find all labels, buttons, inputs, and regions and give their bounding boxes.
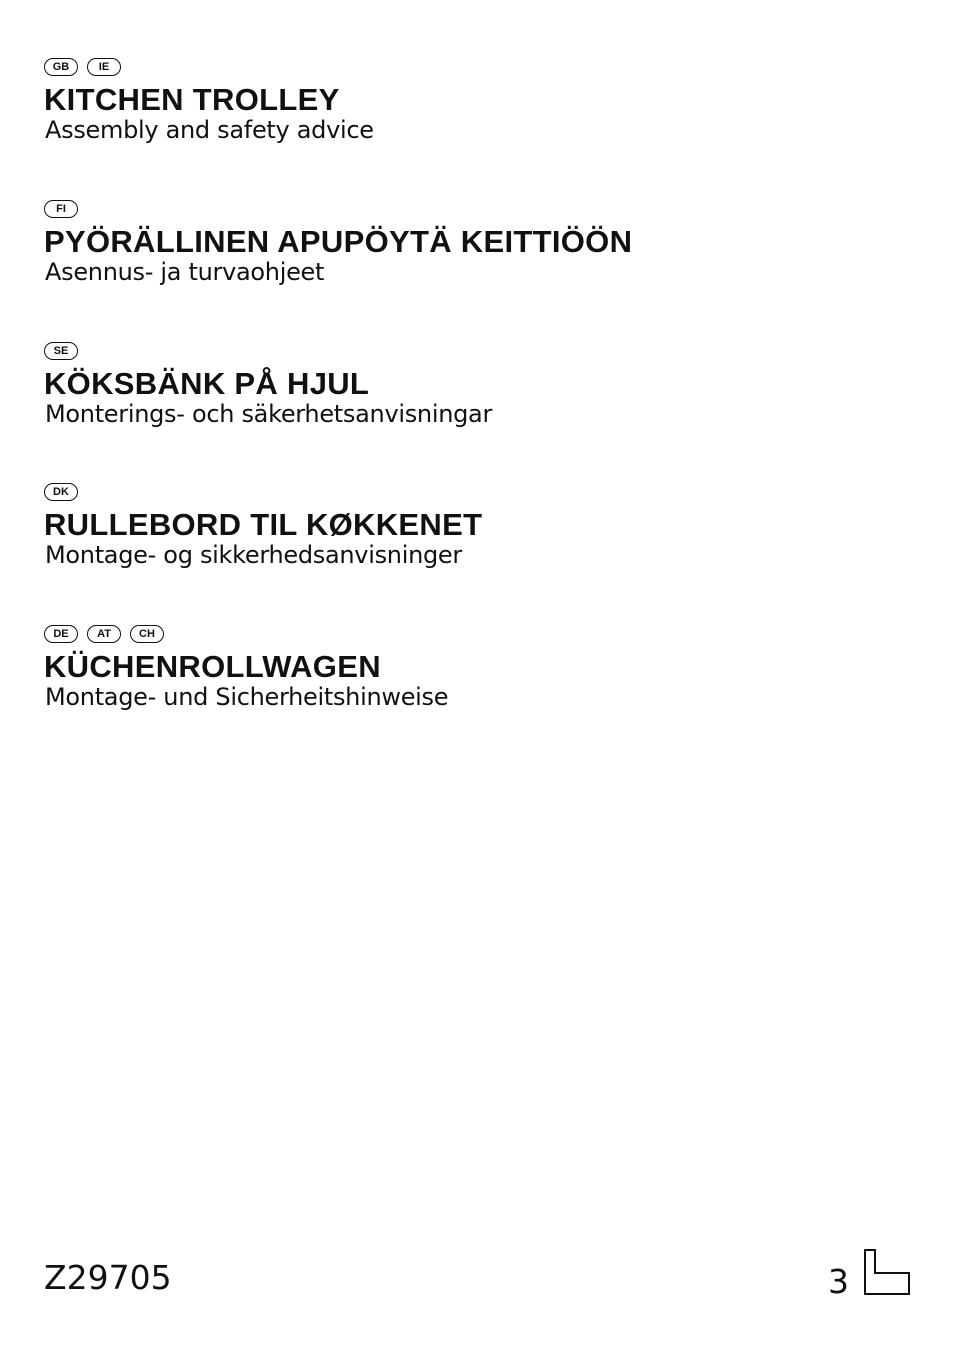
section-title: KITCHEN TROLLEY bbox=[44, 82, 340, 117]
country-badge-at: AT bbox=[87, 625, 121, 643]
page-number: 3 bbox=[828, 1262, 849, 1301]
country-badges bbox=[44, 340, 492, 362]
country-badge-ch: CH bbox=[130, 625, 164, 643]
country-badges bbox=[44, 623, 448, 645]
country-badges bbox=[44, 56, 374, 78]
language-section-gb-ie bbox=[44, 56, 374, 145]
section-subtitle: Asennus- ja turvaohjeet bbox=[45, 258, 325, 286]
page-corner-mark-icon bbox=[863, 1249, 911, 1297]
section-subtitle: Montage- og sikkerhedsanvisninger bbox=[45, 541, 462, 569]
section-title: PYÖRÄLLINEN APUPÖYTÄ KEITTIÖÖN bbox=[44, 224, 633, 259]
country-badge-gb: GB bbox=[44, 58, 78, 76]
language-section-dk bbox=[44, 481, 482, 570]
country-badge-ie: IE bbox=[87, 58, 121, 76]
country-badges bbox=[44, 481, 482, 503]
language-section-fi bbox=[44, 198, 632, 287]
section-subtitle: Assembly and safety advice bbox=[45, 116, 374, 144]
country-badge-fi: FI bbox=[44, 200, 78, 218]
language-section-de-at-ch bbox=[44, 623, 448, 712]
model-number: Z29705 bbox=[44, 1258, 172, 1297]
country-badge-dk: DK bbox=[44, 483, 78, 501]
section-title: RULLEBORD TIL KØKKENET bbox=[44, 507, 483, 542]
country-badge-de: DE bbox=[44, 625, 78, 643]
section-title: KÜCHENROLLWAGEN bbox=[44, 649, 381, 684]
country-badge-se: SE bbox=[44, 342, 78, 360]
language-section-se bbox=[44, 340, 492, 429]
section-subtitle: Monterings- och säkerhetsanvisningar bbox=[45, 400, 493, 428]
section-subtitle: Montage- und Sicherheitshinweise bbox=[45, 683, 449, 711]
section-title: KÖKSBÄNK PÅ HJUL bbox=[44, 366, 370, 401]
country-badges bbox=[44, 198, 632, 220]
